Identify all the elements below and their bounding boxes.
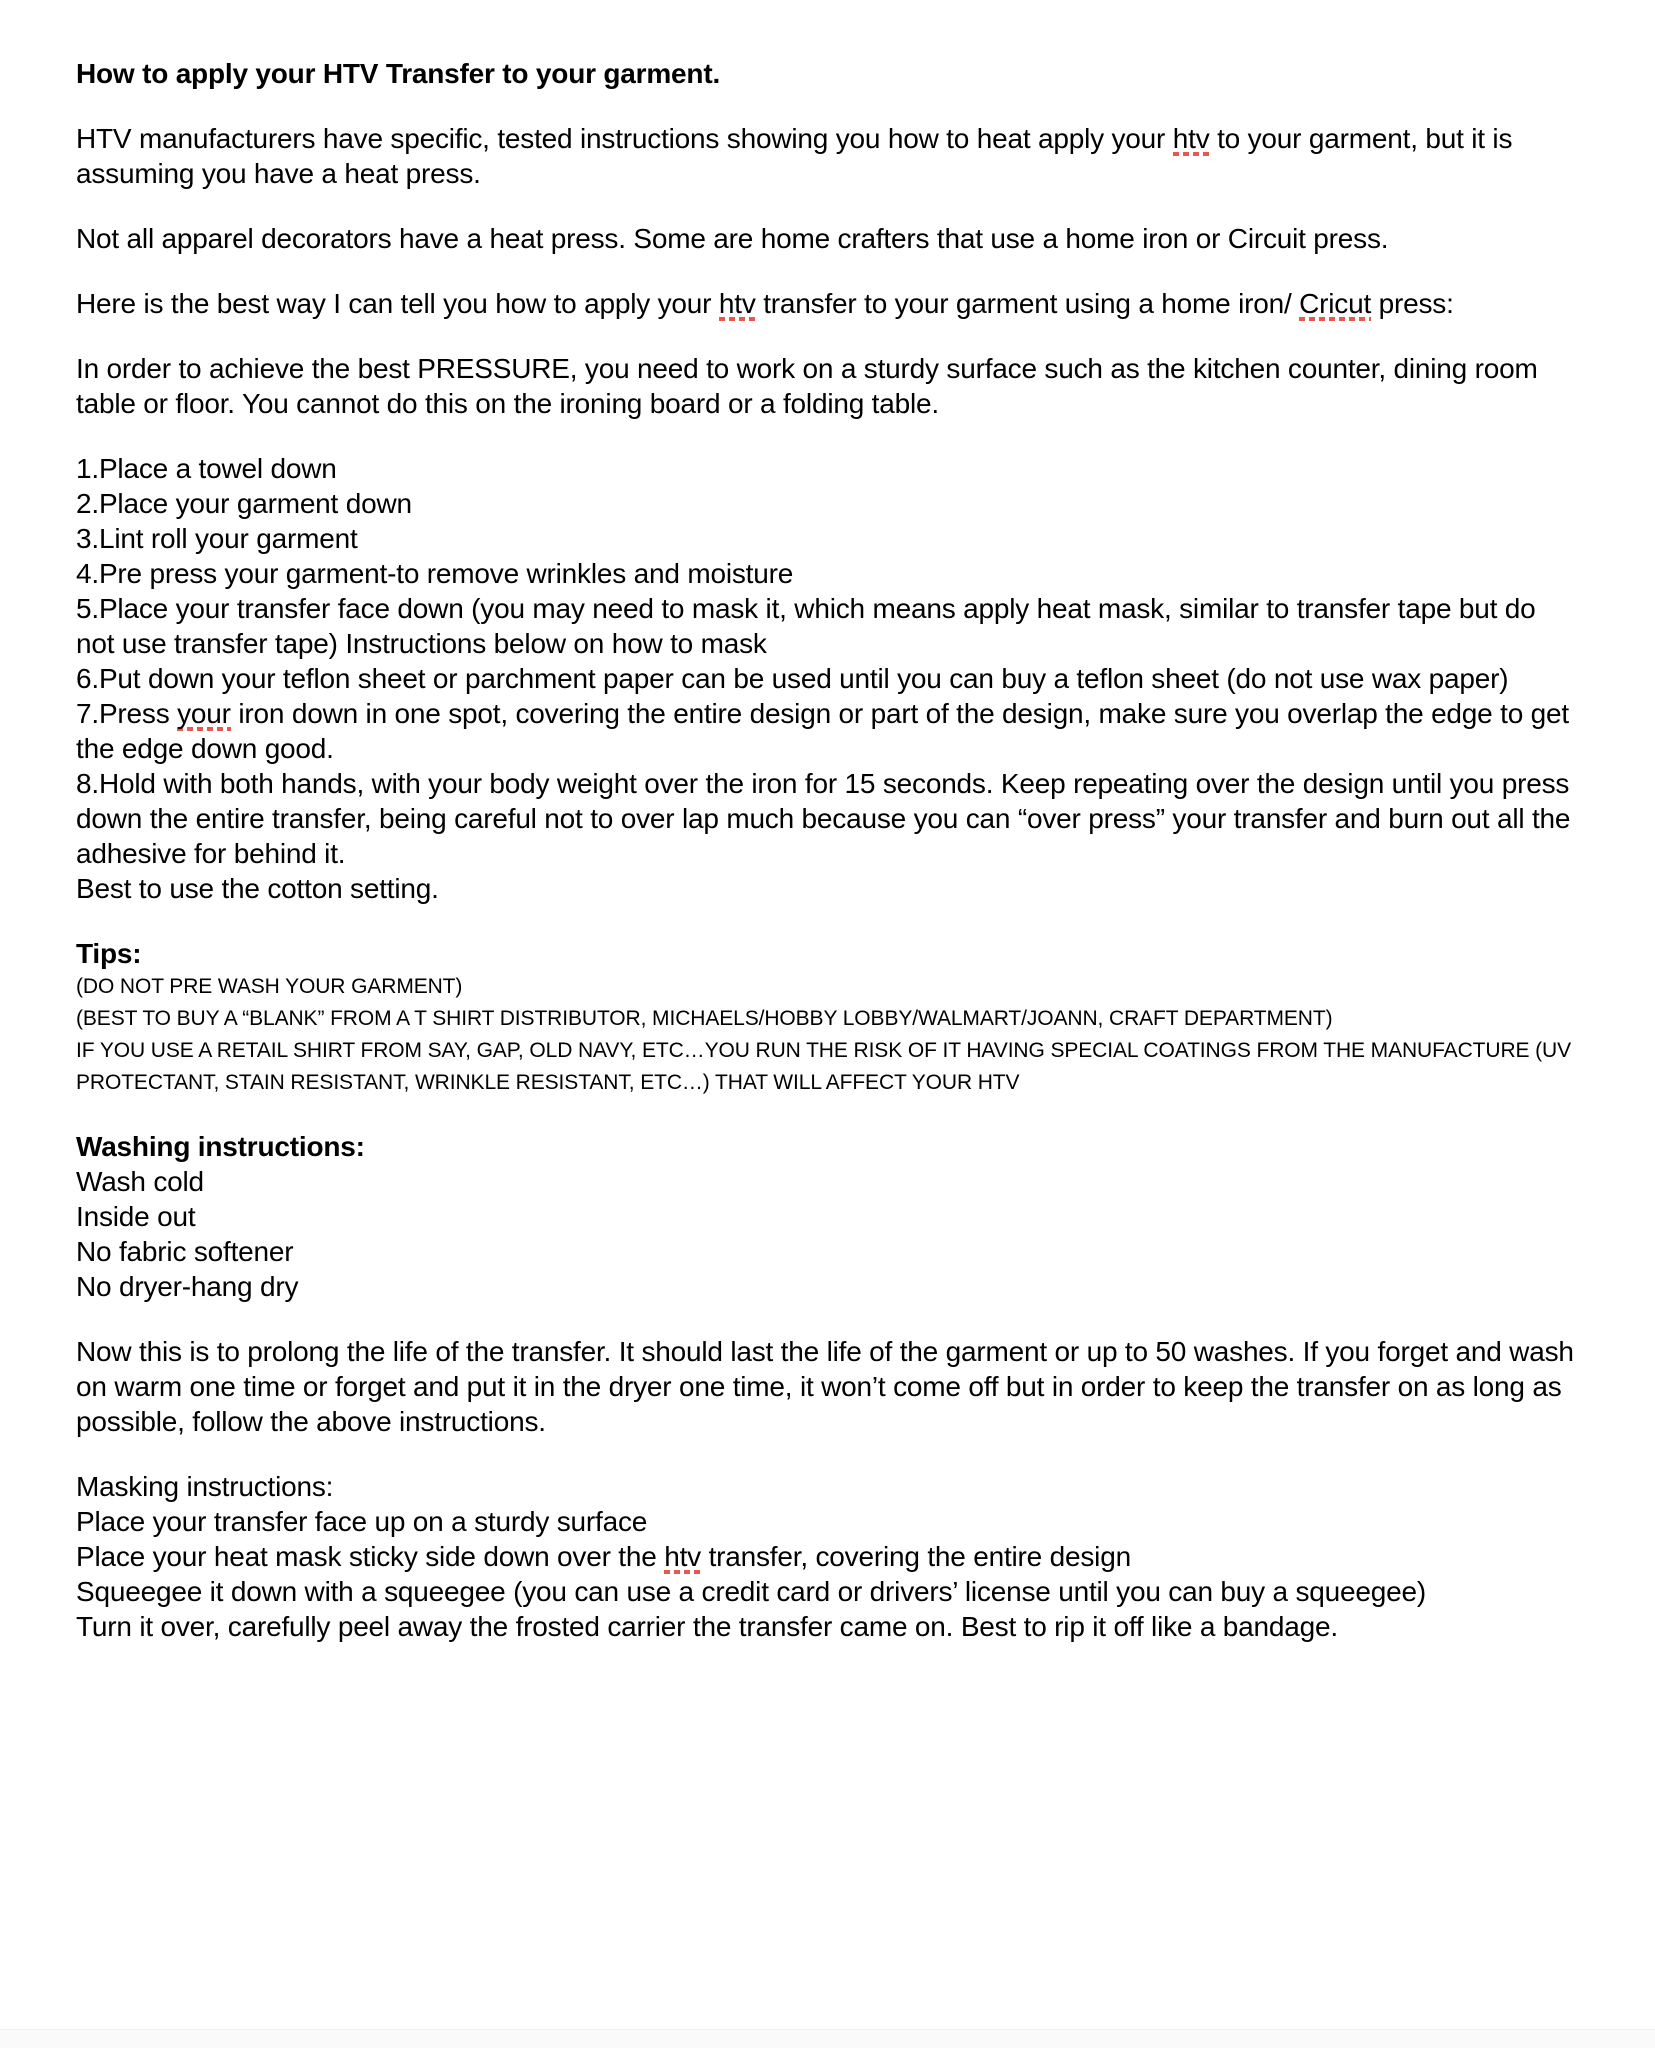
washing-list xyxy=(76,1164,1579,1304)
text-segment: transfer, covering the entire design xyxy=(700,1541,1131,1572)
text-segment: How to apply your HTV Transfer to your garment. xyxy=(76,58,721,89)
text-segment: Here is the best way I can tell you how to apply your xyxy=(76,288,719,319)
text-line xyxy=(76,1199,1579,1234)
document-title xyxy=(76,56,1579,91)
text-line xyxy=(76,556,1579,591)
text-line xyxy=(76,1609,1579,1644)
text-line xyxy=(76,1035,1579,1099)
text-segment: 5.Place your transfer face down (you may need to mask it, which means apply heat mask, similar to transfer tape but do not use transfer tape) Instructions below on how to mask xyxy=(76,593,1536,659)
text-line xyxy=(76,1129,1579,1164)
text-line xyxy=(76,121,1579,191)
text-segment: (BEST TO BUY A “BLANK” FROM A T SHIRT DISTRIBUTOR, MICHAELS/HOBBY LOBBY/WALMART/JOANN, CRAFT DEPARTMENT) xyxy=(76,1007,1333,1030)
text-segment: Turn it over, carefully peel away the frosted carrier the transfer came on. Best to rip it off like a bandage. xyxy=(76,1611,1338,1642)
text-segment: HTV manufacturers have specific, tested instructions showing you how to heat apply your xyxy=(76,123,1173,154)
washing-heading xyxy=(76,1129,1579,1164)
text-line xyxy=(76,661,1579,696)
text-line xyxy=(76,1234,1579,1269)
text-line xyxy=(76,591,1579,661)
misspelled-word: your xyxy=(177,698,231,729)
text-segment: No dryer-hang dry xyxy=(76,1271,299,1302)
text-line xyxy=(76,56,1579,91)
masking-section xyxy=(76,1469,1579,1644)
text-line xyxy=(76,221,1579,256)
text-line xyxy=(76,1269,1579,1304)
text-line xyxy=(76,1539,1579,1574)
text-segment: Not all apparel decorators have a heat press. Some are home crafters that use a home iron or Circuit press. xyxy=(76,223,1389,254)
text-segment: Washing instructions: xyxy=(76,1131,365,1162)
misspelled-word: htv xyxy=(664,1541,701,1572)
misspelled-word: htv xyxy=(1172,123,1210,154)
text-segment: transfer to your garment using a home iron/ xyxy=(755,288,1300,319)
misspelled-word: htv xyxy=(718,288,756,319)
text-segment: 6.Put down your teflon sheet or parchment paper can be used until you can buy a teflon sheet (do not use wax paper) xyxy=(76,663,1509,694)
text-line xyxy=(76,286,1579,321)
text-segment: iron down in one spot, covering the entire design or part of the design, make sure you overlap the edge to get the edge down good. xyxy=(76,698,1569,764)
text-segment: 2.Place your garment down xyxy=(76,488,412,519)
text-segment: 8.Hold with both hands, with your body weight over the iron for 15 seconds. Keep repeating over the design until you press down the entire transfer, being careful not to over lap much because you can “over press” your transfer and burn out all the adhesive for behind it. xyxy=(76,768,1571,869)
paragraph-prolong xyxy=(76,1334,1579,1439)
text-segment: In order to achieve the best PRESSURE, you need to work on a sturdy surface such as the kitchen counter, dining room table or floor. You cannot do this on the ironing board or a folding table. xyxy=(76,353,1538,419)
text-segment: to your garment, but it is assuming you have a heat press. xyxy=(76,123,1513,189)
paragraph-decorators xyxy=(76,221,1579,256)
text-line xyxy=(76,451,1579,486)
text-segment: Wash cold xyxy=(76,1166,204,1197)
text-line xyxy=(76,1504,1579,1539)
tips-list xyxy=(76,971,1579,1099)
text-segment: Squeegee it down with a squeegee (you can use a credit card or drivers’ license until you can buy a squeegee) xyxy=(76,1576,1426,1607)
text-line xyxy=(76,521,1579,556)
text-segment: 1.Place a towel down xyxy=(76,453,337,484)
text-segment: 3.Lint roll your garment xyxy=(76,523,358,554)
text-segment: Now this is to prolong the life of the transfer. It should last the life of the garment or up to 50 washes. If you forget and wash on warm one time or forget and put it in the dryer one time, it won’t come off but in order to keep the transfer on as long as possible, follow the above instructions. xyxy=(76,1336,1574,1437)
text-line xyxy=(76,971,1579,1003)
text-segment: No fabric softener xyxy=(76,1236,294,1267)
misspelled-word: Cricut xyxy=(1299,288,1372,319)
text-segment: 4.Pre press your garment-to remove wrinkles and moisture xyxy=(76,558,794,589)
text-line xyxy=(76,766,1579,871)
text-line xyxy=(76,1334,1579,1439)
text-line xyxy=(76,1469,1579,1504)
steps-list xyxy=(76,451,1579,906)
window-bottom-bar xyxy=(0,2029,1655,2048)
text-segment: IF YOU USE A RETAIL SHIRT FROM SAY, GAP, OLD NAVY, ETC…YOU RUN THE RISK OF IT HAVING SPECIAL COATINGS FROM THE MANUFACTURE (UV PROTECTANT, STAIN RESISTANT, WRINKLE RESISTANT, ETC…) THAT WILL AFFECT YOUR HTV xyxy=(76,1039,1572,1094)
text-line xyxy=(76,1003,1579,1035)
text-segment: Best to use the cotton setting. xyxy=(76,873,439,904)
text-segment: Masking instructions: xyxy=(76,1471,334,1502)
text-segment: (DO NOT PRE WASH YOUR GARMENT) xyxy=(76,975,463,998)
text-segment: Tips: xyxy=(76,938,142,969)
text-segment: Place your heat mask sticky side down over the xyxy=(76,1541,665,1572)
text-segment: Place your transfer face up on a sturdy surface xyxy=(76,1506,648,1537)
text-line xyxy=(76,1164,1579,1199)
text-segment: Inside out xyxy=(76,1201,196,1232)
tips-heading xyxy=(76,936,1579,971)
text-line xyxy=(76,696,1579,766)
text-line xyxy=(76,351,1579,421)
paragraph-manufacturers xyxy=(76,121,1579,191)
text-segment: 7.Press xyxy=(76,698,178,729)
paragraph-pressure xyxy=(76,351,1579,421)
text-line xyxy=(76,486,1579,521)
paragraph-best-way xyxy=(76,286,1579,321)
text-line xyxy=(76,871,1579,906)
text-line xyxy=(76,936,1579,971)
text-line xyxy=(76,1574,1579,1609)
text-segment: press: xyxy=(1371,288,1454,319)
